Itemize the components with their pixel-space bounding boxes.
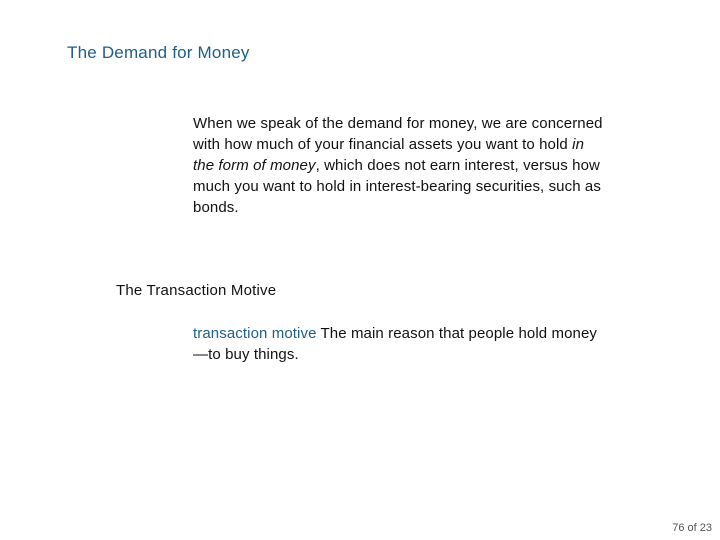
definition-text: The main reason that people hold money—to buy things. (193, 325, 598, 363)
definition-paragraph (193, 323, 603, 365)
definition-term: transaction motive (193, 325, 317, 342)
intro-emphasis: in the form of money (193, 136, 585, 174)
intro-paragraph (193, 113, 603, 218)
intro-text-end: , which does not earn interest, versus how much you want to hold in interest-bearing securities, such as bonds. (193, 157, 601, 216)
slide-title: The Demand for Money (67, 43, 250, 62)
page-number: 76 of 23 (672, 522, 712, 534)
intro-text-start: When we speak of the demand for money, we are concerned with how much of your financial assets you want to hold (193, 115, 603, 153)
section-heading: The Transaction Motive (116, 282, 277, 299)
